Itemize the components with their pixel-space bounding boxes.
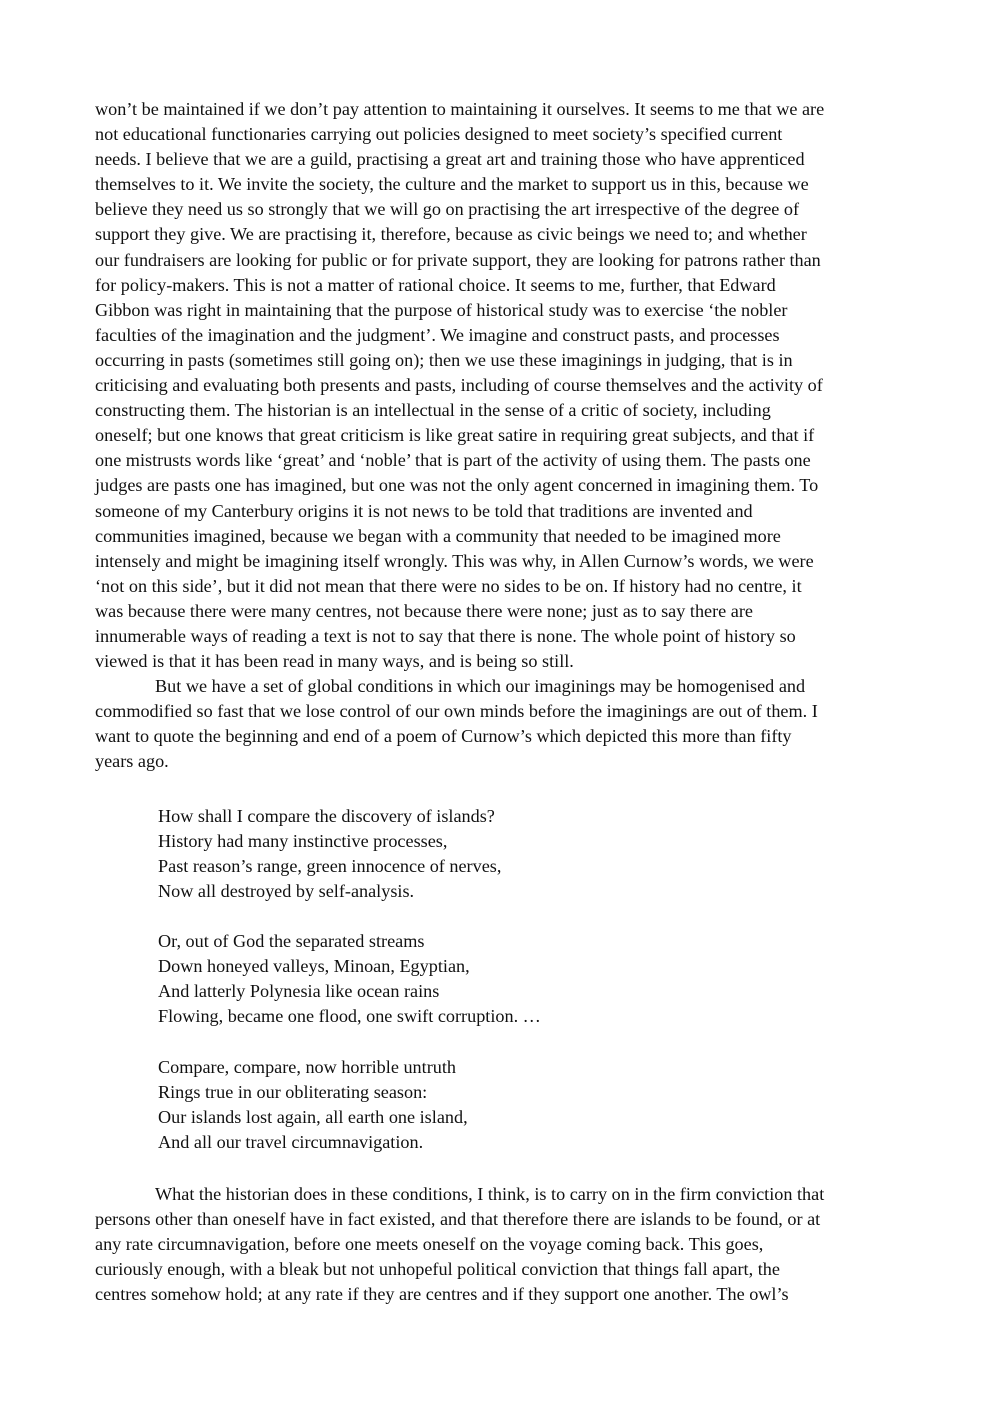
text-line: ‘not on this side’, but it did not mean that there were no sides to be on. If history had no centre, it	[95, 575, 802, 596]
verse-line: Compare, compare, now horrible untruth	[158, 1056, 456, 1077]
text-line: years ago.	[95, 751, 169, 772]
text-line: was because there were many centres, not because there were none; just as to say there are	[95, 600, 753, 621]
poem-stanza-2	[158, 929, 907, 1029]
text-line: communities imagined, because we began with a community that needed to be imagined more	[95, 525, 781, 546]
text-line: any rate circumnavigation, before one meets oneself on the voyage coming back. This goes,	[95, 1234, 764, 1255]
document-page	[95, 97, 907, 1308]
verse-line: Flowing, became one flood, one swift corruption. …	[158, 1006, 541, 1027]
text-line: judges are pasts one has imagined, but one was not the only agent concerned in imagining them. To	[95, 475, 819, 496]
poem-stanza-3	[158, 1055, 907, 1155]
text-line: intensely and might be imagining itself wrongly. This was why, in Allen Curnow’s words, we were	[95, 550, 814, 571]
text-line: believe they need us so strongly that we will go on practising the art irrespective of the degree of	[95, 199, 800, 220]
poem-stanza-1	[158, 804, 907, 904]
verse-line: History had many instinctive processes,	[158, 830, 448, 851]
text-line: oneself; but one knows that great criticism is like great satire in requiring great subjects, and that if	[95, 425, 815, 446]
paragraph-guild-of-historians	[95, 97, 907, 674]
verse-line: Now all destroyed by self-analysis.	[158, 880, 415, 901]
text-line: someone of my Canterbury origins it is not news to be told that traditions are invented and	[95, 500, 753, 521]
verse-line: Down honeyed valleys, Minoan, Egyptian,	[158, 956, 470, 977]
verse-line: Rings true in our obliterating season:	[158, 1081, 428, 1102]
text-line: persons other than oneself have in fact existed, and that therefore there are islands to be found, or at	[95, 1209, 821, 1230]
text-line: faculties of the imagination and the judgment’. We imagine and construct pasts, and processes	[95, 324, 780, 345]
text-line: needs. I believe that we are a guild, practising a great art and training those who have apprenticed	[95, 149, 805, 170]
verse-line: How shall I compare the discovery of islands?	[158, 805, 495, 826]
text-line: for policy-makers. This is not a matter of rational choice. It seems to me, further, that Edward	[95, 274, 776, 295]
paragraph-global-conditions	[95, 674, 907, 774]
text-line: What the historian does in these conditions, I think, is to carry on in the firm conviction that	[155, 1184, 825, 1205]
text-line: not educational functionaries carrying out policies designed to meet society’s specified current	[95, 124, 783, 145]
text-line: one mistrusts words like ‘great’ and ‘noble’ that is part of the activity of using them. The pasts one	[95, 450, 811, 471]
text-line: Gibbon was right in maintaining that the purpose of historical study was to exercise ‘the nobler	[95, 299, 788, 320]
verse-line: Past reason’s range, green innocence of nerves,	[158, 855, 502, 876]
text-line: viewed is that it has been read in many ways, and is being so still.	[95, 651, 574, 672]
text-line: want to quote the beginning and end of a poem of Curnow’s which depicted this more than fifty	[95, 726, 792, 747]
text-line: centres somehow hold; at any rate if they are centres and if they support one another. The owl’s	[95, 1284, 789, 1305]
verse-line: Or, out of God the separated streams	[158, 931, 425, 952]
poem-quotation	[95, 804, 907, 1156]
text-line: themselves to it. We invite the society, the culture and the market to support us in this, because we	[95, 174, 809, 195]
verse-line: And latterly Polynesia like ocean rains	[158, 981, 440, 1002]
verse-line: Our islands lost again, all earth one island,	[158, 1106, 468, 1127]
text-line: curiously enough, with a bleak but not unhopeful political conviction that things fall apart, the	[95, 1259, 780, 1280]
text-line: commodified so fast that we lose control of our own minds before the imaginings are out of them. I	[95, 701, 818, 722]
paragraph-historian-conviction	[95, 1182, 907, 1307]
text-line: criticising and evaluating both presents and pasts, including of course themselves and the activity of	[95, 375, 823, 396]
text-line: But we have a set of global conditions in which our imaginings may be homogenised and	[155, 676, 806, 697]
text-line: won’t be maintained if we don’t pay attention to maintaining it ourselves. It seems to me that we are	[95, 99, 825, 119]
text-line: support they give. We are practising it, therefore, because as civic beings we need to; and whether	[95, 224, 807, 245]
verse-line: And all our travel circumnavigation.	[158, 1131, 424, 1152]
text-line: innumerable ways of reading a text is not to say that there is none. The whole point of history so	[95, 625, 796, 646]
text-line: occurring in pasts (sometimes still going on); then we use these imaginings in judging, that is in	[95, 349, 793, 370]
text-line: our fundraisers are looking for public or for private support, they are looking for patrons rather than	[95, 249, 821, 270]
text-line: constructing them. The historian is an intellectual in the sense of a critic of society, including	[95, 400, 771, 421]
